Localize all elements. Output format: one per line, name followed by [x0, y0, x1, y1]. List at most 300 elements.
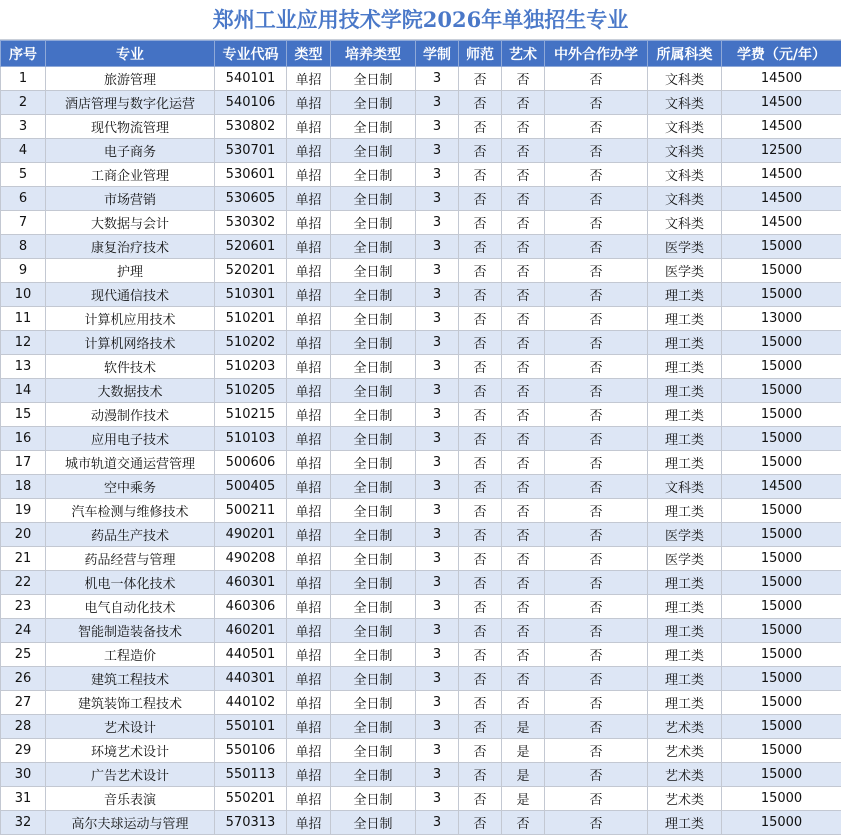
cell-category: 医学类 — [648, 547, 722, 571]
cell-code: 520201 — [215, 259, 287, 283]
cell-normal: 否 — [459, 331, 502, 355]
cell-art: 否 — [502, 667, 545, 691]
cell-category: 理工类 — [648, 499, 722, 523]
cell-duration: 3 — [416, 763, 459, 787]
cell-index: 17 — [1, 451, 46, 475]
cell-type: 单招 — [287, 235, 331, 259]
col-header-duration: 学制 — [416, 41, 459, 67]
cell-normal: 否 — [459, 475, 502, 499]
cell-tuition: 15000 — [722, 571, 841, 595]
cell-tuition: 14500 — [722, 115, 841, 139]
cell-index: 2 — [1, 91, 46, 115]
cell-coop: 否 — [545, 187, 648, 211]
cell-code: 460301 — [215, 571, 287, 595]
cell-category: 理工类 — [648, 667, 722, 691]
cell-type: 单招 — [287, 427, 331, 451]
cell-tuition: 15000 — [722, 499, 841, 523]
cell-index: 27 — [1, 691, 46, 715]
cell-duration: 3 — [416, 139, 459, 163]
cell-code: 550106 — [215, 739, 287, 763]
cell-major: 现代通信技术 — [46, 283, 215, 307]
cell-type: 单招 — [287, 547, 331, 571]
cell-duration: 3 — [416, 187, 459, 211]
cell-duration: 3 — [416, 355, 459, 379]
table-row — [1, 67, 841, 91]
cell-code: 460201 — [215, 619, 287, 643]
cell-category: 医学类 — [648, 523, 722, 547]
cell-art: 是 — [502, 715, 545, 739]
cell-code: 530802 — [215, 115, 287, 139]
cell-major: 建筑工程技术 — [46, 667, 215, 691]
cell-index: 23 — [1, 595, 46, 619]
cell-duration: 3 — [416, 691, 459, 715]
table-body — [1, 67, 841, 835]
col-header-tuition: 学费（元/年） — [722, 41, 841, 67]
cell-duration: 3 — [416, 427, 459, 451]
cell-major: 护理 — [46, 259, 215, 283]
cell-major: 电气自动化技术 — [46, 595, 215, 619]
cell-coop: 否 — [545, 787, 648, 811]
cell-training: 全日制 — [331, 427, 416, 451]
cell-code: 550113 — [215, 763, 287, 787]
cell-training: 全日制 — [331, 763, 416, 787]
cell-duration: 3 — [416, 619, 459, 643]
cell-art: 否 — [502, 235, 545, 259]
cell-art: 否 — [502, 547, 545, 571]
cell-training: 全日制 — [331, 403, 416, 427]
cell-coop: 否 — [545, 331, 648, 355]
table-row — [1, 187, 841, 211]
cell-category: 艺术类 — [648, 763, 722, 787]
cell-index: 22 — [1, 571, 46, 595]
cell-index: 6 — [1, 187, 46, 211]
cell-category: 艺术类 — [648, 739, 722, 763]
cell-category: 理工类 — [648, 283, 722, 307]
cell-tuition: 15000 — [722, 787, 841, 811]
cell-category: 文科类 — [648, 475, 722, 499]
cell-category: 医学类 — [648, 259, 722, 283]
cell-category: 医学类 — [648, 235, 722, 259]
cell-index: 13 — [1, 355, 46, 379]
cell-type: 单招 — [287, 451, 331, 475]
cell-coop: 否 — [545, 499, 648, 523]
cell-major: 城市轨道交通运营管理 — [46, 451, 215, 475]
cell-major: 高尔夫球运动与管理 — [46, 811, 215, 835]
cell-category: 理工类 — [648, 451, 722, 475]
cell-normal: 否 — [459, 67, 502, 91]
cell-index: 3 — [1, 115, 46, 139]
cell-category: 文科类 — [648, 91, 722, 115]
cell-training: 全日制 — [331, 571, 416, 595]
cell-duration: 3 — [416, 211, 459, 235]
cell-coop: 否 — [545, 643, 648, 667]
cell-art: 否 — [502, 259, 545, 283]
cell-training: 全日制 — [331, 811, 416, 835]
cell-tuition: 15000 — [722, 715, 841, 739]
cell-coop: 否 — [545, 115, 648, 139]
table-row — [1, 355, 841, 379]
cell-duration: 3 — [416, 403, 459, 427]
cell-code: 530701 — [215, 139, 287, 163]
table-row — [1, 523, 841, 547]
cell-coop: 否 — [545, 691, 648, 715]
table-row — [1, 403, 841, 427]
cell-duration: 3 — [416, 163, 459, 187]
cell-category: 理工类 — [648, 643, 722, 667]
cell-tuition: 15000 — [722, 619, 841, 643]
cell-code: 500211 — [215, 499, 287, 523]
cell-duration: 3 — [416, 235, 459, 259]
majors-table — [0, 40, 841, 835]
cell-code: 510203 — [215, 355, 287, 379]
cell-type: 单招 — [287, 691, 331, 715]
cell-normal: 否 — [459, 715, 502, 739]
cell-index: 1 — [1, 67, 46, 91]
cell-index: 12 — [1, 331, 46, 355]
cell-art: 否 — [502, 163, 545, 187]
cell-major: 软件技术 — [46, 355, 215, 379]
cell-normal: 否 — [459, 187, 502, 211]
table-row — [1, 595, 841, 619]
cell-training: 全日制 — [331, 547, 416, 571]
cell-art: 否 — [502, 139, 545, 163]
cell-index: 16 — [1, 427, 46, 451]
cell-major: 汽车检测与维修技术 — [46, 499, 215, 523]
cell-tuition: 15000 — [722, 451, 841, 475]
cell-major: 康复治疗技术 — [46, 235, 215, 259]
cell-coop: 否 — [545, 307, 648, 331]
cell-duration: 3 — [416, 307, 459, 331]
cell-code: 520601 — [215, 235, 287, 259]
table-row — [1, 739, 841, 763]
cell-code: 510205 — [215, 379, 287, 403]
cell-index: 5 — [1, 163, 46, 187]
cell-index: 31 — [1, 787, 46, 811]
cell-normal: 否 — [459, 139, 502, 163]
cell-major: 艺术设计 — [46, 715, 215, 739]
table-row — [1, 763, 841, 787]
cell-tuition: 15000 — [722, 523, 841, 547]
cell-coop: 否 — [545, 67, 648, 91]
cell-art: 否 — [502, 499, 545, 523]
cell-normal: 否 — [459, 499, 502, 523]
cell-art: 否 — [502, 187, 545, 211]
cell-coop: 否 — [545, 211, 648, 235]
cell-art: 是 — [502, 739, 545, 763]
cell-normal: 否 — [459, 547, 502, 571]
cell-training: 全日制 — [331, 379, 416, 403]
cell-art: 否 — [502, 475, 545, 499]
cell-coop: 否 — [545, 451, 648, 475]
cell-tuition: 12500 — [722, 139, 841, 163]
cell-coop: 否 — [545, 715, 648, 739]
cell-major: 空中乘务 — [46, 475, 215, 499]
cell-tuition: 15000 — [722, 595, 841, 619]
cell-major: 大数据与会计 — [46, 211, 215, 235]
cell-normal: 否 — [459, 787, 502, 811]
cell-category: 艺术类 — [648, 715, 722, 739]
cell-art: 否 — [502, 451, 545, 475]
cell-category: 文科类 — [648, 67, 722, 91]
cell-training: 全日制 — [331, 283, 416, 307]
cell-training: 全日制 — [331, 211, 416, 235]
col-header-training: 培养类型 — [331, 41, 416, 67]
cell-normal: 否 — [459, 403, 502, 427]
cell-major: 应用电子技术 — [46, 427, 215, 451]
cell-tuition: 15000 — [722, 283, 841, 307]
cell-index: 4 — [1, 139, 46, 163]
cell-type: 单招 — [287, 163, 331, 187]
cell-coop: 否 — [545, 427, 648, 451]
cell-normal: 否 — [459, 355, 502, 379]
cell-tuition: 15000 — [722, 691, 841, 715]
cell-index: 29 — [1, 739, 46, 763]
cell-type: 单招 — [287, 403, 331, 427]
cell-tuition: 15000 — [722, 643, 841, 667]
cell-tuition: 14500 — [722, 475, 841, 499]
cell-code: 510103 — [215, 427, 287, 451]
cell-normal: 否 — [459, 307, 502, 331]
cell-major: 音乐表演 — [46, 787, 215, 811]
cell-coop: 否 — [545, 475, 648, 499]
cell-coop: 否 — [545, 91, 648, 115]
table-row — [1, 475, 841, 499]
cell-normal: 否 — [459, 523, 502, 547]
cell-type: 单招 — [287, 115, 331, 139]
table-row — [1, 787, 841, 811]
table-row — [1, 499, 841, 523]
table-row — [1, 331, 841, 355]
cell-type: 单招 — [287, 715, 331, 739]
table-row — [1, 451, 841, 475]
cell-type: 单招 — [287, 475, 331, 499]
cell-tuition: 14500 — [722, 163, 841, 187]
cell-code: 490208 — [215, 547, 287, 571]
cell-coop: 否 — [545, 667, 648, 691]
cell-art: 否 — [502, 307, 545, 331]
col-header-major: 专业 — [46, 41, 215, 67]
cell-type: 单招 — [287, 331, 331, 355]
cell-major: 工程造价 — [46, 643, 215, 667]
cell-duration: 3 — [416, 259, 459, 283]
cell-art: 否 — [502, 91, 545, 115]
table-row — [1, 163, 841, 187]
cell-training: 全日制 — [331, 499, 416, 523]
cell-tuition: 15000 — [722, 667, 841, 691]
cell-tuition: 13000 — [722, 307, 841, 331]
cell-major: 药品经营与管理 — [46, 547, 215, 571]
cell-code: 530601 — [215, 163, 287, 187]
cell-tuition: 15000 — [722, 331, 841, 355]
cell-index: 25 — [1, 643, 46, 667]
cell-training: 全日制 — [331, 259, 416, 283]
cell-index: 11 — [1, 307, 46, 331]
cell-major: 计算机应用技术 — [46, 307, 215, 331]
cell-code: 570313 — [215, 811, 287, 835]
header-row — [1, 41, 841, 67]
cell-art: 否 — [502, 403, 545, 427]
cell-type: 单招 — [287, 283, 331, 307]
cell-duration: 3 — [416, 571, 459, 595]
cell-code: 540106 — [215, 91, 287, 115]
cell-art: 否 — [502, 571, 545, 595]
cell-normal: 否 — [459, 283, 502, 307]
cell-art: 否 — [502, 115, 545, 139]
cell-art: 否 — [502, 595, 545, 619]
cell-training: 全日制 — [331, 595, 416, 619]
cell-major: 建筑装饰工程技术 — [46, 691, 215, 715]
cell-category: 理工类 — [648, 379, 722, 403]
cell-type: 单招 — [287, 811, 331, 835]
cell-major: 计算机网络技术 — [46, 331, 215, 355]
cell-normal: 否 — [459, 379, 502, 403]
cell-tuition: 15000 — [722, 403, 841, 427]
cell-training: 全日制 — [331, 523, 416, 547]
cell-duration: 3 — [416, 91, 459, 115]
col-header-code: 专业代码 — [215, 41, 287, 67]
cell-normal: 否 — [459, 763, 502, 787]
cell-normal: 否 — [459, 571, 502, 595]
cell-tuition: 14500 — [722, 67, 841, 91]
cell-training: 全日制 — [331, 91, 416, 115]
cell-normal: 否 — [459, 91, 502, 115]
cell-index: 28 — [1, 715, 46, 739]
cell-code: 490201 — [215, 523, 287, 547]
cell-major: 工商企业管理 — [46, 163, 215, 187]
cell-art: 否 — [502, 331, 545, 355]
cell-duration: 3 — [416, 331, 459, 355]
cell-category: 文科类 — [648, 115, 722, 139]
cell-duration: 3 — [416, 715, 459, 739]
cell-duration: 3 — [416, 787, 459, 811]
cell-training: 全日制 — [331, 331, 416, 355]
cell-major: 环境艺术设计 — [46, 739, 215, 763]
cell-normal: 否 — [459, 619, 502, 643]
cell-major: 现代物流管理 — [46, 115, 215, 139]
cell-type: 单招 — [287, 619, 331, 643]
cell-training: 全日制 — [331, 307, 416, 331]
cell-code: 440301 — [215, 667, 287, 691]
cell-type: 单招 — [287, 139, 331, 163]
cell-normal: 否 — [459, 427, 502, 451]
cell-art: 否 — [502, 619, 545, 643]
cell-art: 否 — [502, 67, 545, 91]
cell-art: 是 — [502, 787, 545, 811]
cell-major: 智能制造装备技术 — [46, 619, 215, 643]
cell-training: 全日制 — [331, 739, 416, 763]
cell-code: 530605 — [215, 187, 287, 211]
col-header-category: 所属科类 — [648, 41, 722, 67]
cell-art: 否 — [502, 355, 545, 379]
cell-duration: 3 — [416, 523, 459, 547]
cell-code: 500606 — [215, 451, 287, 475]
cell-category: 理工类 — [648, 595, 722, 619]
cell-code: 500405 — [215, 475, 287, 499]
cell-code: 440102 — [215, 691, 287, 715]
table-row — [1, 379, 841, 403]
cell-code: 550101 — [215, 715, 287, 739]
cell-duration: 3 — [416, 547, 459, 571]
cell-duration: 3 — [416, 667, 459, 691]
cell-normal: 否 — [459, 739, 502, 763]
cell-type: 单招 — [287, 307, 331, 331]
cell-code: 530302 — [215, 211, 287, 235]
cell-code: 510202 — [215, 331, 287, 355]
cell-duration: 3 — [416, 595, 459, 619]
table-row — [1, 115, 841, 139]
cell-normal: 否 — [459, 163, 502, 187]
cell-tuition: 15000 — [722, 355, 841, 379]
col-header-coop: 中外合作办学 — [545, 41, 648, 67]
cell-tuition: 15000 — [722, 547, 841, 571]
cell-index: 32 — [1, 811, 46, 835]
cell-duration: 3 — [416, 499, 459, 523]
cell-type: 单招 — [287, 187, 331, 211]
table-row — [1, 715, 841, 739]
cell-coop: 否 — [545, 139, 648, 163]
cell-normal: 否 — [459, 811, 502, 835]
cell-coop: 否 — [545, 403, 648, 427]
cell-index: 14 — [1, 379, 46, 403]
cell-training: 全日制 — [331, 787, 416, 811]
cell-training: 全日制 — [331, 187, 416, 211]
cell-training: 全日制 — [331, 355, 416, 379]
cell-tuition: 15000 — [722, 739, 841, 763]
cell-duration: 3 — [416, 67, 459, 91]
table-row — [1, 427, 841, 451]
cell-coop: 否 — [545, 571, 648, 595]
cell-art: 否 — [502, 427, 545, 451]
cell-code: 440501 — [215, 643, 287, 667]
cell-coop: 否 — [545, 235, 648, 259]
cell-training: 全日制 — [331, 67, 416, 91]
cell-coop: 否 — [545, 763, 648, 787]
cell-normal: 否 — [459, 115, 502, 139]
cell-index: 8 — [1, 235, 46, 259]
cell-type: 单招 — [287, 739, 331, 763]
cell-tuition: 15000 — [722, 811, 841, 835]
table-row — [1, 619, 841, 643]
cell-major: 大数据技术 — [46, 379, 215, 403]
cell-type: 单招 — [287, 523, 331, 547]
cell-code: 460306 — [215, 595, 287, 619]
cell-type: 单招 — [287, 571, 331, 595]
cell-art: 否 — [502, 523, 545, 547]
cell-training: 全日制 — [331, 451, 416, 475]
cell-art: 否 — [502, 691, 545, 715]
cell-index: 15 — [1, 403, 46, 427]
table-row — [1, 811, 841, 835]
cell-category: 理工类 — [648, 427, 722, 451]
cell-tuition: 15000 — [722, 259, 841, 283]
cell-training: 全日制 — [331, 667, 416, 691]
cell-training: 全日制 — [331, 643, 416, 667]
cell-normal: 否 — [459, 211, 502, 235]
table-row — [1, 235, 841, 259]
page-title: 郑州工业应用技术学院2026年单独招生专业 — [0, 0, 841, 40]
cell-category: 理工类 — [648, 619, 722, 643]
cell-category: 文科类 — [648, 139, 722, 163]
cell-major: 酒店管理与数字化运营 — [46, 91, 215, 115]
cell-category: 理工类 — [648, 331, 722, 355]
cell-coop: 否 — [545, 355, 648, 379]
table-row — [1, 139, 841, 163]
cell-coop: 否 — [545, 163, 648, 187]
cell-normal: 否 — [459, 667, 502, 691]
cell-major: 药品生产技术 — [46, 523, 215, 547]
cell-type: 单招 — [287, 763, 331, 787]
cell-art: 否 — [502, 643, 545, 667]
